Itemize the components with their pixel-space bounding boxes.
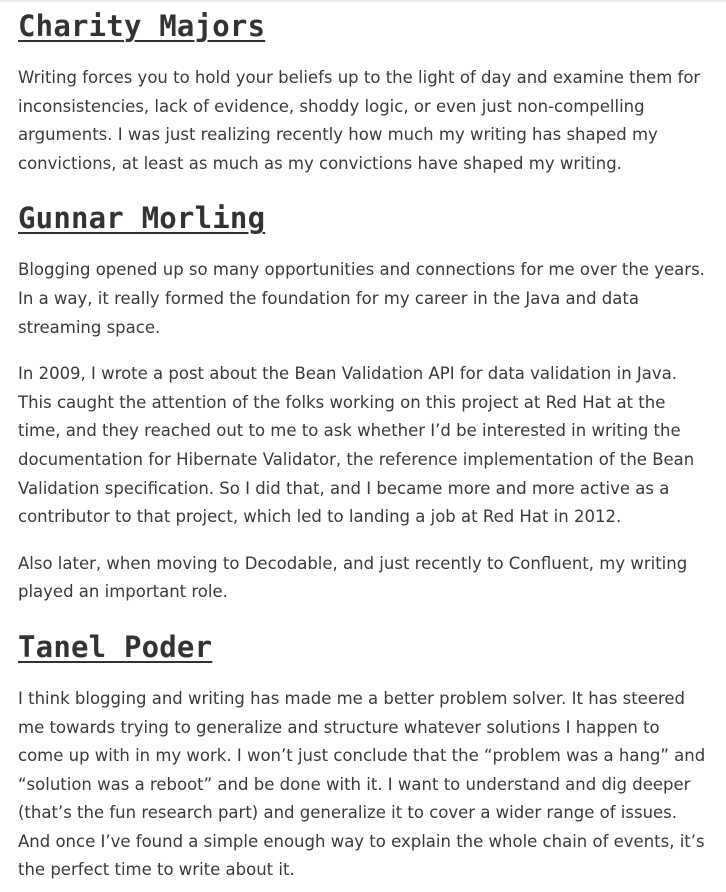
section-charity-majors: [18, 8, 706, 178]
section-gunnar-morling: [18, 200, 706, 607]
section-heading: Tanel Poder: [18, 629, 213, 664]
article-body: [0, 2, 726, 885]
section-tanel-poder: [18, 629, 706, 885]
paragraph: Blogging opened up so many opportunities and connections for me over the years. In a way, it really formed the foundation for my career in the Java and data streaming space.: [18, 260, 705, 337]
section-heading: Gunnar Morling: [18, 201, 266, 236]
paragraph: I think blogging and writing has made me a better problem solver. It has steered me towards trying to generalize and structure whatever solutions I happen to come up with in my work. I won’t just conclude that the “problem was a hang” and “solution was a reboot” and be done with it. I want to understand and dig deeper (that’s the fun research part) and generalize it to cover a wider range of issues. And once I’ve found a simple enough way to explain the whole chain of events, it’s the perfect time to write about it.: [18, 688, 706, 880]
section-heading: Charity Majors: [18, 9, 266, 43]
paragraph: In 2009, I wrote a post about the Bean Validation API for data validation in Java. This caught the attention of the folks working on this project at Red Hat at the time, and they reached out to me to ask whether I’d be interested in writing the documentation for Hibernate Validator, the reference implementation of the Bean Validation specification. So I did that, and I became more and more active as a contributor to that project, which led to landing a job at Red Hat in 2012.: [18, 364, 695, 527]
paragraph: Also later, when moving to Decodable, and just recently to Confluent, my writing played an important role.: [18, 553, 688, 602]
paragraph: Writing forces you to hold your beliefs up to the light of day and examine them for inconsistencies, lack of evidence, shoddy logic, or even just non-compelling arguments. I was just realizing recently how much my writing has shaped my convictions, at least as much as my convictions have shaped my writing.: [18, 68, 701, 173]
